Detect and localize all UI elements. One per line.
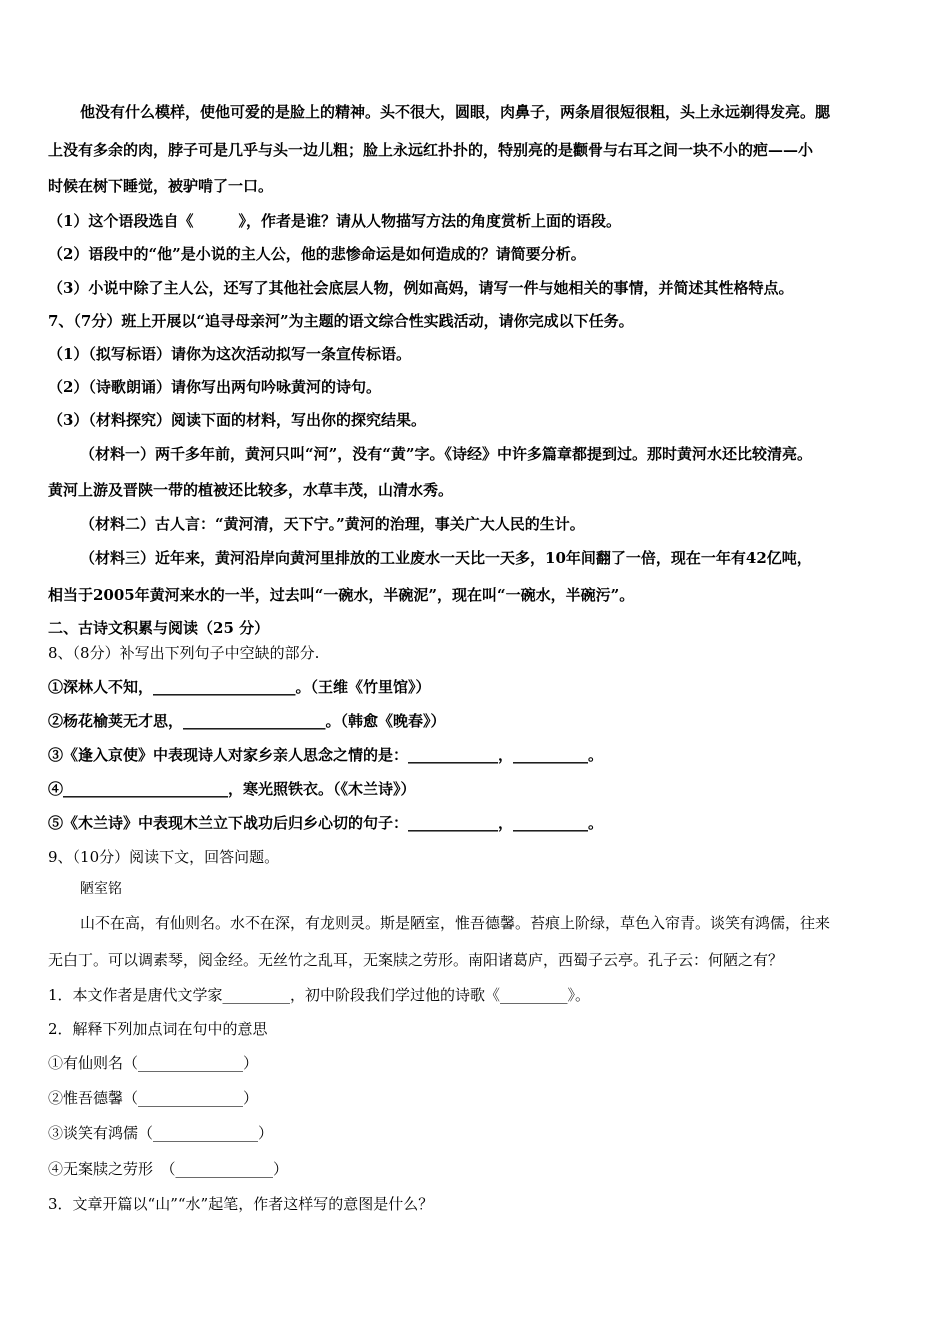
q9-word-4: ④无案牍之劳形 （_____________） xyxy=(48,1160,289,1178)
q9-text-line-1: 山不在高，有仙则名。水不在深，有龙则灵。斯是陋室，惟吾德馨。苔痕上阶绿，草色入帘青。谈笑有鸿儒，往来 xyxy=(80,914,831,932)
q9-word-1: ①有仙则名（______________） xyxy=(48,1054,259,1072)
q9-word-2: ②惟吾德馨（______________） xyxy=(48,1089,259,1107)
material-2: （材料二）古人言：“黄河清，天下宁。”黄河的治理，事关广大人民的生计。 xyxy=(80,515,585,533)
q9-poem-heading: 陋室铭 xyxy=(80,881,122,897)
q9-title: 9、（10分）阅读下文，回答问题。 xyxy=(48,848,280,866)
q9-question-2: 2．解释下列加点词在句中的意思 xyxy=(48,1020,268,1038)
material-3-line-1: （材料三）近年来，黄河沿岸向黄河里排放的工业废水一天比一天多，10年间翻了一倍，现在一年有42亿吨， xyxy=(80,549,812,567)
passage-line-3: 时候在树下睡觉，被驴啃了一口。 xyxy=(48,177,274,195)
q8-item-3: ③《逢入京使》中表现诗人对家乡亲人思念之情的是：____________，__________。 xyxy=(48,746,604,764)
q9-text-line-2: 无白丁。可以调素琴，阅金经。无丝竹之乱耳，无案牍之劳形。南阳诸葛庐，西蜀子云亭。孔子云：何陋之有？ xyxy=(48,951,784,969)
q7-sub-2: （2）（诗歌朗诵）请你写出两句吟咏黄河的诗句。 xyxy=(48,378,381,396)
section-2-title: 二、古诗文积累与阅读（25 分） xyxy=(48,619,270,637)
q9-question-3: 3．文章开篇以“山”“水”起笔，作者这样写的意图是什么？ xyxy=(48,1195,434,1213)
material-1-line-1: （材料一）两千多年前，黄河只叫“河”，没有“黄”字。《诗经》中许多篇章都提到过。那时黄河水还比较清亮。 xyxy=(80,445,813,463)
q8-item-1: ①深林人不知，___________________。（王维《竹里馆》） xyxy=(48,678,431,696)
q6-sub-1: （1）这个语段选自《 》，作者是谁？请从人物描写方法的角度赏析上面的语段。 xyxy=(48,212,621,230)
q7-sub-3: （3）（材料探究）阅读下面的材料，写出你的探究结果。 xyxy=(48,411,426,429)
q6-sub-3: （3）小说中除了主人公，还写了其他社会底层人物，例如高妈，请写一件与她相关的事情，并简述其性格特点。 xyxy=(48,279,794,297)
q6-sub-2: （2）语段中的“他”是小说的主人公，他的悲惨命运是如何造成的？请简要分析。 xyxy=(48,245,586,263)
material-1-line-2: 黄河上游及晋陕一带的植被还比较多，水草丰茂，山清水秀。 xyxy=(48,481,454,499)
q8-item-2: ②杨花榆荚无才思，___________________。（韩愈《晚春》） xyxy=(48,712,446,730)
q7-sub-1: （1）（拟写标语）请你为这次活动拟写一条宣传标语。 xyxy=(48,345,411,363)
material-3-line-2: 相当于2005年黄河来水的一半，过去叫“一碗水，半碗泥”，现在叫“一碗水，半碗污”。 xyxy=(48,586,635,604)
q9-question-1: 1．本文作者是唐代文学家_________，初中阶段我们学过他的诗歌《_________》。 xyxy=(48,986,591,1004)
q7-title: 7、（7分）班上开展以“追寻母亲河”为主题的语文综合性实践活动，请你完成以下任务。 xyxy=(48,312,634,330)
q9-word-3: ③谈笑有鸿儒（______________） xyxy=(48,1124,274,1142)
q8-item-5: ⑤《木兰诗》中表现木兰立下战功后归乡心切的句子：____________，__________。 xyxy=(48,814,604,832)
q8-title: 8、（8分）补写出下列句子中空缺的部分. xyxy=(48,644,320,662)
q8-item-4: ④______________________，寒光照铁衣。（《木兰诗》） xyxy=(48,780,416,798)
passage-line-2: 上没有多余的肉，脖子可是几乎与头一边儿粗；脸上永远红扑扑的，特别亮的是颧骨与右耳之间一块不小的疤——小 xyxy=(48,141,814,159)
passage-line-1: 他没有什么模样，使他可爱的是脸上的精神。头不很大，圆眼，肉鼻子，两条眉很短很粗，头上永远剃得发亮。腮 xyxy=(80,103,831,121)
